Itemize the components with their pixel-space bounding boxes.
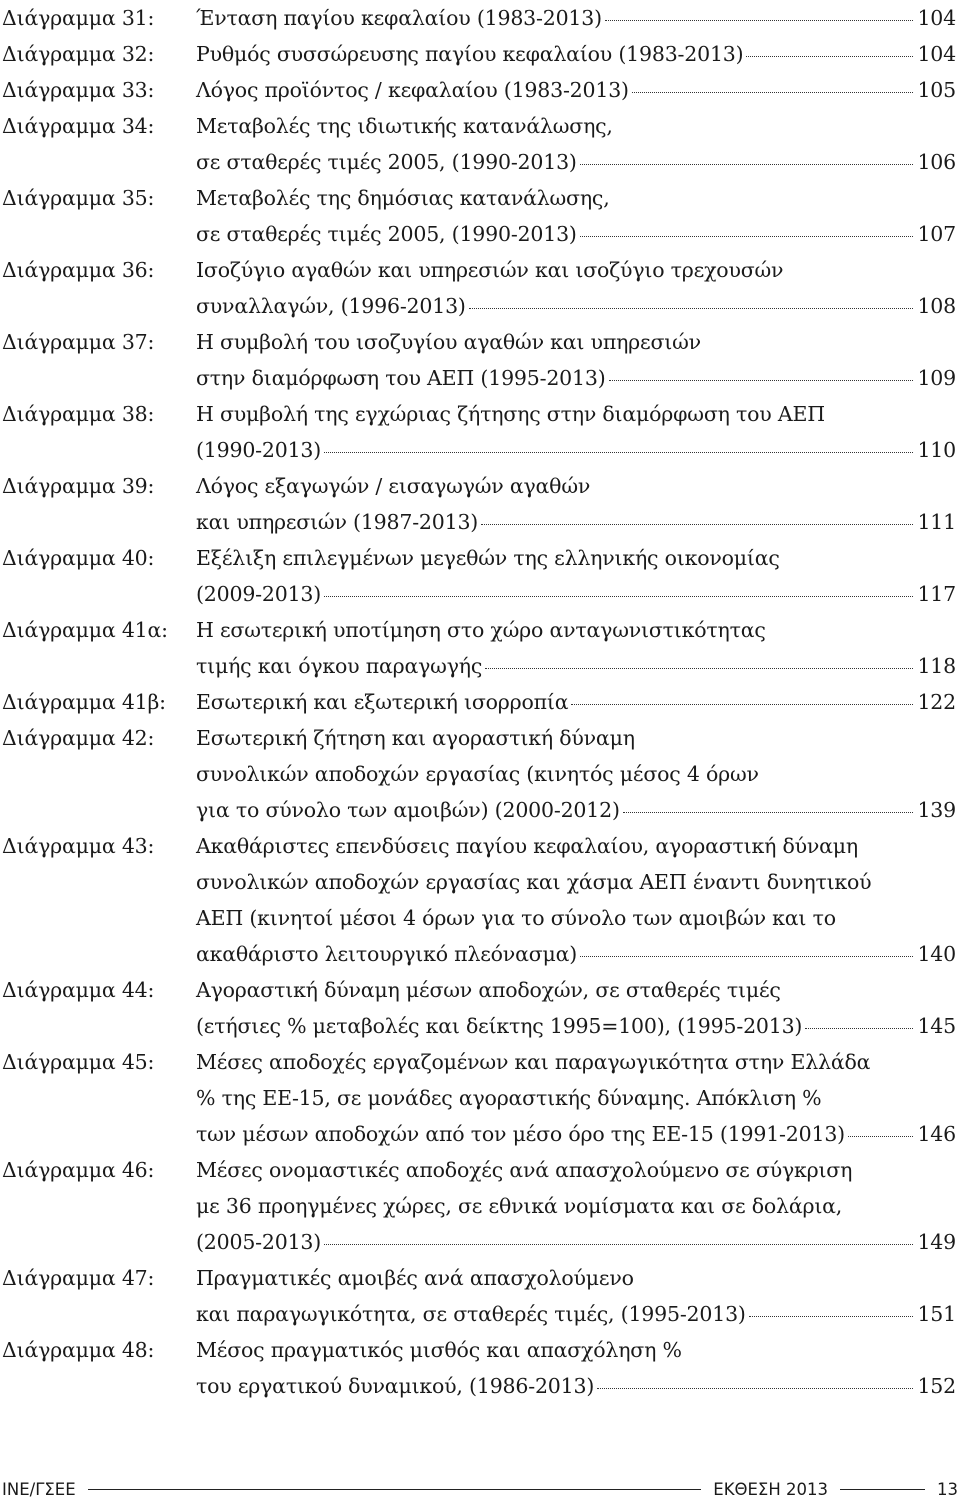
figure-title-line: Μεταβολές της δημόσιας κατανάλωσης,: [196, 186, 610, 210]
figure-title-last-line: [196, 792, 956, 828]
figure-title: [196, 540, 956, 612]
page-number[interactable]: 105: [917, 78, 956, 102]
dot-leader: [580, 236, 914, 237]
figure-title-last-line: [196, 648, 956, 684]
figure-title-line: συνολικών αποδοχών εργασίας και χάσμα ΑΕΠ έναντι δυνητικού: [196, 870, 872, 894]
page-number[interactable]: 104: [917, 42, 956, 66]
figure-title-text: και υπηρεσιών (1987-2013): [196, 510, 479, 534]
toc-entry[interactable]: [2, 108, 956, 180]
figure-title-text: ακαθάριστο λειτουργικό πλεόνασμα): [196, 942, 578, 966]
figure-label: Διάγραμμα 37:: [2, 330, 155, 354]
figure-title-line: Η συμβολή της εγχώριας ζήτησης στην διαμόρφωση του ΑΕΠ: [196, 402, 825, 426]
figure-title-last-line: [196, 936, 956, 972]
page-number[interactable]: 117: [917, 582, 956, 606]
dot-leader: [324, 1244, 913, 1245]
dot-leader: [481, 524, 913, 525]
figure-title-text: Ένταση παγίου κεφαλαίου (1983-2013): [196, 6, 602, 30]
dot-leader: [605, 20, 914, 21]
figure-title-last-line: [196, 360, 956, 396]
figure-title-last-line: [196, 72, 956, 108]
figure-title-last-line: [196, 288, 956, 324]
figure-title-line: Λόγος εξαγωγών / εισαγωγών αγαθών: [196, 474, 591, 498]
page-number[interactable]: 106: [917, 150, 956, 174]
figure-title-text: Ρυθμός συσσώρευσης παγίου κεφαλαίου (1983-2013): [196, 42, 744, 66]
figure-title: [196, 972, 956, 1044]
figure-label: Διάγραμμα 45:: [2, 1050, 155, 1074]
figure-title-line: Μέσες ονομαστικές αποδοχές ανά απασχολούμενο σε σύγκριση: [196, 1158, 853, 1182]
footer-publisher: ΙΝΕ/ΓΣΕΕ: [2, 1479, 76, 1499]
page-number[interactable]: 152: [917, 1374, 956, 1398]
figure-title-last-line: [196, 36, 956, 72]
figure-title-text: Εσωτερική και εξωτερική ισορροπία: [196, 690, 569, 714]
toc-entry[interactable]: [2, 684, 956, 720]
footer-rule-left: [88, 1489, 702, 1490]
page-footer: [2, 1478, 958, 1500]
figure-title-text: σε σταθερές τιμές 2005, (1990-2013): [196, 222, 577, 246]
figure-title: [196, 252, 956, 324]
figure-title-line: Μεταβολές της ιδιωτικής κατανάλωσης,: [196, 114, 613, 138]
figure-title: [196, 36, 956, 72]
toc-entry[interactable]: [2, 252, 956, 324]
dot-leader: [580, 956, 913, 957]
page-number[interactable]: 109: [917, 366, 956, 390]
page-number[interactable]: 108: [917, 294, 956, 318]
figure-label: Διάγραμμα 32:: [2, 42, 155, 66]
figure-title-text: σε σταθερές τιμές 2005, (1990-2013): [196, 150, 577, 174]
dot-leader: [597, 1388, 913, 1389]
figure-title-last-line: [196, 1224, 956, 1260]
page-number[interactable]: 118: [917, 654, 956, 678]
figure-title: [196, 1260, 956, 1332]
figure-label: Διάγραμμα 47:: [2, 1266, 155, 1290]
figure-title-text: και παραγωγικότητα, σε σταθερές τιμές, (1995-2013): [196, 1302, 746, 1326]
page-number[interactable]: 149: [917, 1230, 956, 1254]
figure-title-line: ΑΕΠ (κινητοί μέσοι 4 όρων για το σύνολο των αμοιβών και το: [196, 906, 836, 930]
toc-entry[interactable]: [2, 396, 956, 468]
page-number[interactable]: 111: [917, 510, 956, 534]
page-number[interactable]: 104: [917, 6, 956, 30]
figure-title-last-line: [196, 1008, 956, 1044]
toc-entry[interactable]: [2, 828, 956, 972]
footer-page-number: 13: [937, 1479, 958, 1499]
toc-entry[interactable]: [2, 540, 956, 612]
figure-label: Διάγραμμα 41α:: [2, 618, 168, 642]
figure-title-text: (2009-2013): [196, 582, 322, 606]
toc-entry[interactable]: [2, 468, 956, 540]
figure-title-line: Μέσες αποδοχές εργαζομένων και παραγωγικότητα στην Ελλάδα: [196, 1050, 871, 1074]
figure-title-last-line: [196, 216, 956, 252]
page-number[interactable]: 110: [917, 438, 956, 462]
figure-label: Διάγραμμα 48:: [2, 1338, 155, 1362]
figure-label: Διάγραμμα 43:: [2, 834, 155, 858]
dot-leader: [746, 56, 913, 57]
figure-title: [196, 468, 956, 540]
footer-rule-right: [840, 1489, 925, 1490]
dot-leader: [580, 164, 914, 165]
dot-leader: [848, 1136, 914, 1137]
toc-entry[interactable]: [2, 972, 956, 1044]
page-number[interactable]: 139: [917, 798, 956, 822]
figure-label: Διάγραμμα 41β:: [2, 690, 166, 714]
figure-title-text: των μέσων αποδοχών από τον μέσο όρο της ΕΕ-15 (1991-2013): [196, 1122, 845, 1146]
figure-title: [196, 0, 956, 36]
figure-title: [196, 1332, 956, 1404]
figure-title-line: % της ΕΕ-15, σε μονάδες αγοραστικής δύναμης. Απόκλιση %: [196, 1086, 822, 1110]
dot-leader: [805, 1028, 913, 1029]
table-of-figures: [2, 0, 956, 1404]
figure-title-last-line: [196, 0, 956, 36]
dot-leader: [469, 308, 914, 309]
page-number[interactable]: 145: [917, 1014, 956, 1038]
figure-label: Διάγραμμα 39:: [2, 474, 155, 498]
page-number[interactable]: 151: [917, 1302, 956, 1326]
figure-title: [196, 180, 956, 252]
figure-title-last-line: [196, 684, 956, 720]
toc-entry[interactable]: [2, 1152, 956, 1260]
figure-title-text: για το σύνολο των αμοιβών) (2000-2012): [196, 798, 620, 822]
figure-title: [196, 108, 956, 180]
dot-leader: [324, 452, 913, 453]
footer-report-title: ΕΚΘΕΣΗ 2013: [713, 1479, 828, 1499]
figure-title-line: Η συμβολή του ισοζυγίου αγαθών και υπηρεσιών: [196, 330, 701, 354]
dot-leader: [324, 596, 913, 597]
figure-title: [196, 828, 956, 972]
toc-entry[interactable]: [2, 180, 956, 252]
figure-title-text: Λόγος προϊόντος / κεφαλαίου (1983-2013): [196, 78, 629, 102]
figure-title: [196, 1152, 956, 1260]
figure-title-text: στην διαμόρφωση του ΑΕΠ (1995-2013): [196, 366, 606, 390]
figure-title: [196, 1044, 956, 1152]
figure-title-line: Αγοραστική δύναμη μέσων αποδοχών, σε σταθερές τιμές: [196, 978, 781, 1002]
figure-title-line: Εσωτερική ζήτηση και αγοραστική δύναμη: [196, 726, 635, 750]
dot-leader: [485, 668, 913, 669]
figure-title-line: με 36 προηγμένες χώρες, σε εθνικά νομίσματα και σε δολάρια,: [196, 1194, 843, 1218]
page-number[interactable]: 107: [917, 222, 956, 246]
figure-title-line: Ισοζύγιο αγαθών και υπηρεσιών και ισοζύγιο τρεχουσών: [196, 258, 784, 282]
figure-title-line: Η εσωτερική υποτίμηση στο χώρο ανταγωνιστικότητας: [196, 618, 766, 642]
figure-label: Διάγραμμα 36:: [2, 258, 155, 282]
figure-title-text: του εργατικού δυναμικού, (1986-2013): [196, 1374, 595, 1398]
figure-title-last-line: [196, 1296, 956, 1332]
figure-title-text: συναλλαγών, (1996-2013): [196, 294, 466, 318]
page-number[interactable]: 146: [917, 1122, 956, 1146]
figure-title-last-line: [196, 504, 956, 540]
figure-title-text: (1990-2013): [196, 438, 322, 462]
figure-title-text: τιμής και όγκου παραγωγής: [196, 654, 483, 678]
figure-title-last-line: [196, 576, 956, 612]
figure-label: Διάγραμμα 34:: [2, 114, 155, 138]
dot-leader: [623, 812, 914, 813]
toc-entry[interactable]: [2, 1044, 956, 1152]
figure-title: [196, 396, 956, 468]
figure-label: Διάγραμμα 44:: [2, 978, 155, 1002]
toc-entry[interactable]: [2, 1332, 956, 1404]
dot-leader: [632, 92, 914, 93]
figure-title-line: Εξέλιξη επιλεγμένων μεγεθών της ελληνικής οικονομίας: [196, 546, 780, 570]
dot-leader: [571, 704, 913, 705]
figure-title: [196, 72, 956, 108]
toc-entry[interactable]: [2, 36, 956, 72]
figure-title-last-line: [196, 432, 956, 468]
figure-title-line: Πραγματικές αμοιβές ανά απασχολούμενο: [196, 1266, 634, 1290]
figure-title-line: Μέσος πραγματικός μισθός και απασχόληση %: [196, 1338, 682, 1362]
page-number[interactable]: 140: [917, 942, 956, 966]
figure-title-last-line: [196, 1368, 956, 1404]
figure-label: Διάγραμμα 38:: [2, 402, 155, 426]
figure-title-text: (2005-2013): [196, 1230, 322, 1254]
page-number[interactable]: 122: [917, 690, 956, 714]
figure-label: Διάγραμμα 42:: [2, 726, 155, 750]
figure-label: Διάγραμμα 35:: [2, 186, 155, 210]
figure-title-last-line: [196, 144, 956, 180]
figure-title-text: (ετήσιες % μεταβολές και δείκτης 1995=100), (1995-2013): [196, 1014, 803, 1038]
figure-label: Διάγραμμα 31:: [2, 6, 155, 30]
figure-title: [196, 684, 956, 720]
figure-title: [196, 612, 956, 684]
figure-title: [196, 324, 956, 396]
figure-title-line: συνολικών αποδοχών εργασίας (κινητός μέσος 4 όρων: [196, 762, 759, 786]
toc-entry[interactable]: [2, 720, 956, 828]
figure-label: Διάγραμμα 33:: [2, 78, 155, 102]
toc-entry[interactable]: [2, 324, 956, 396]
toc-entry[interactable]: [2, 612, 956, 684]
figure-title-last-line: [196, 1116, 956, 1152]
dot-leader: [609, 380, 914, 381]
figure-label: Διάγραμμα 46:: [2, 1158, 155, 1182]
toc-entry[interactable]: [2, 1260, 956, 1332]
figure-title: [196, 720, 956, 828]
figure-title-line: Ακαθάριστες επενδύσεις παγίου κεφαλαίου, αγοραστική δύναμη: [196, 834, 859, 858]
dot-leader: [749, 1316, 914, 1317]
toc-entry[interactable]: [2, 0, 956, 36]
toc-entry[interactable]: [2, 72, 956, 108]
figure-label: Διάγραμμα 40:: [2, 546, 155, 570]
